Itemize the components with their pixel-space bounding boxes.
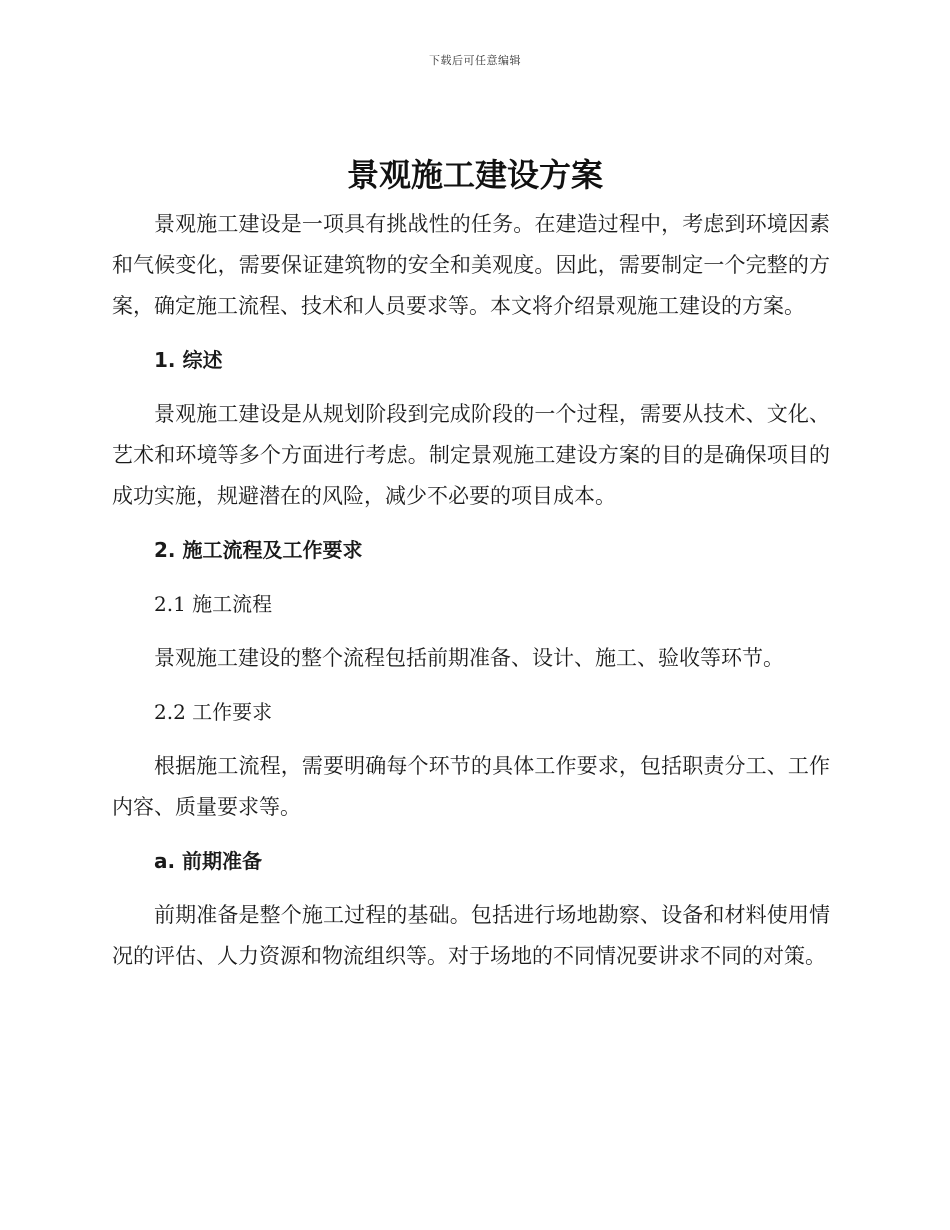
section-1-heading: 1. 综述: [154, 348, 223, 372]
item-a-heading: a. 前期准备: [154, 849, 263, 873]
item-a-paragraph: 前期准备是整个施工过程的基础。包括进行场地勘察、设备和材料使用情况的评估、人力资源和物流组织等。对于场地的不同情况要讲求不同的对策。: [112, 903, 830, 968]
document-title: 景观施工建设方案: [346, 156, 603, 194]
section-2-2-heading: 2.2 工作要求: [154, 700, 273, 724]
section-1-paragraph: 景观施工建设是从规划阶段到完成阶段的一个过程，需要从技术、文化、艺术和环境等多个方面进行考虑。制定景观施工建设方案的目的是确保项目的成功实施，规避潜在的风险，减少不必要的项目成本。: [112, 402, 830, 508]
section-2-1-heading: 2.1 施工流程: [154, 592, 273, 616]
document-body: [112, 204, 830, 990]
section-2-heading: 2. 施工流程及工作要求: [154, 538, 363, 562]
section-2-1-paragraph: 景观施工建设的整个流程包括前期准备、设计、施工、验收等环节。: [154, 646, 784, 670]
intro-paragraph: 景观施工建设是一项具有挑战性的任务。在建造过程中，考虑到环境因素和气候变化，需要保证建筑物的安全和美观度。因此，需要制定一个完整的方案，确定施工流程、技术和人员要求等。本文将介绍景观施工建设的方案。: [112, 212, 830, 318]
section-2-2-paragraph: 根据施工流程，需要明确每个环节的具体工作要求，包括职责分工、工作内容、质量要求等。: [112, 754, 830, 819]
page-header-note: 下载后可任意编辑: [429, 54, 521, 67]
